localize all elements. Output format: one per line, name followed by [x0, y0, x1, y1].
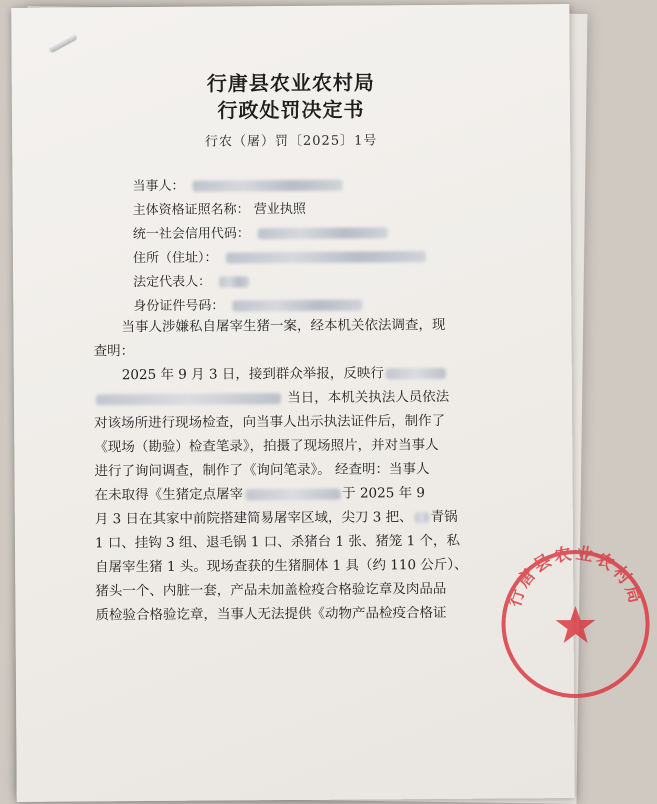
redacted-text [245, 489, 340, 501]
body-line: 查明： [93, 343, 135, 360]
body-line [95, 480, 539, 507]
redacted-credit-code [258, 227, 388, 239]
document-title: 行政处罚决定书 [217, 97, 365, 123]
address-label: 住所（住址）： [132, 250, 218, 267]
document-header [12, 68, 571, 151]
body-text: 月 3 日在其家中前院搭建简易屠宰区域，尖刀 3 把、 [94, 509, 413, 528]
body-line: 进行了询问调查，制作了《询问笔录》。 经查明：当事人 [94, 461, 430, 480]
body-line [95, 504, 539, 531]
redacted-text [386, 368, 446, 379]
body-line: 当事人涉嫌私自屠宰生猪一案，经本机关依法调查，现 [121, 316, 446, 336]
body-text: 在未取得《生猪定点屠宰 [94, 486, 244, 504]
body-line: 质检验合格验讫章，当事人无法提供《动物产品检疫合格证 [95, 604, 447, 624]
body-line: 对该场所进行现场检查，向当事人出示执法证件后，制作了 [94, 412, 446, 432]
qualification-label: 主体资格证照名称： [132, 202, 250, 219]
address-row [133, 244, 533, 271]
body-line: 《现场（勘验）检查笔录》，拍摄了现场照片，并对当事人 [94, 436, 439, 456]
redacted-text [415, 512, 429, 523]
party-info [132, 172, 533, 319]
body-text: 青锅 [430, 508, 458, 526]
party-row [132, 172, 532, 199]
redacted-address [226, 251, 426, 263]
issuer-title: 行唐县农业农村局 [206, 70, 375, 96]
document-number: 行农（屠）罚〔2025〕1号 [204, 133, 378, 150]
body-line: 猪头一个、内脏一套，产品未加盖检疫合格验讫章及肉品品 [95, 580, 447, 600]
redacted-legal-rep [219, 276, 249, 287]
redacted-party-name [193, 180, 343, 192]
id-number-label: 身份证件号码： [133, 298, 225, 315]
body-text: 2025 年 9 月 3 日，接到群众举报，反映行 [121, 365, 384, 384]
body-line [94, 360, 538, 387]
qualification-value: 营业执照 [253, 201, 306, 218]
legal-rep-row [133, 268, 533, 295]
body-line: 1 口、挂钩 3 组、退毛锅 1 口、杀猪台 1 张、猪笼 1 个，私 [94, 532, 461, 552]
seal-text-path: 行唐县农业农村局 [504, 543, 646, 610]
legal-rep-label: 法定代表人： [133, 274, 212, 291]
staple-icon [48, 33, 77, 53]
body-text: 于 2025 年 9 [342, 485, 426, 502]
qualification-row [133, 196, 533, 223]
body-line: 自屠宰生猪 1 头。现场查获的生猪胴体 1 具（约 110 公斤）、 [95, 556, 468, 576]
document-body [93, 312, 539, 627]
redacted-text [96, 393, 281, 405]
redacted-id-number [232, 300, 362, 312]
credit-code-label: 统一社会信用代码： [132, 226, 250, 243]
credit-code-row [133, 220, 533, 247]
body-text: 当日，本机关执法人员依法 [287, 388, 450, 407]
body-line [94, 384, 538, 411]
document-page [11, 4, 646, 802]
party-label: 当事人： [132, 178, 185, 195]
